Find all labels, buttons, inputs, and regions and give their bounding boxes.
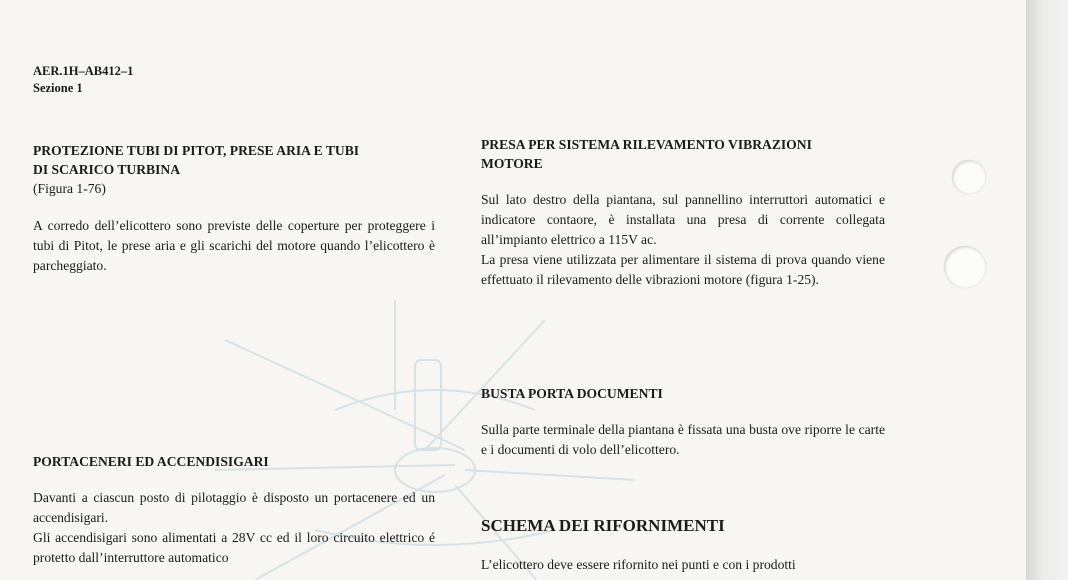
binder-hole — [952, 160, 986, 194]
section-body: A corredo dell’elicottero sono previste delle coperture per proteggere i tubi di Pitot, le prese aria e gli scarichi del motore quando l’elicottero è parcheggiato. — [33, 218, 435, 273]
section-document-pouch — [481, 384, 885, 460]
section-title: BUSTA PORTA DOCUMENTI — [481, 386, 663, 401]
document-header — [33, 63, 133, 97]
section-body: Sul lato destro della piantana, sul pannellino interruttori automatici e indicatore contaore, è installata una presa di corrente collegata all’impianto elettrico a 115V ac. — [481, 192, 885, 247]
document-code: AER.1H–AB412–1 — [33, 64, 134, 78]
section-body: Sulla parte terminale della piantana è fissata una busta ove riporre le carte e i documenti di volo dell’elicottero. — [481, 422, 885, 457]
section-title: PROTEZIONE TUBI DI PITOT, PRESE ARIA E TUBI DI SCARICO TURBINA — [33, 143, 360, 177]
page-edge — [1026, 0, 1068, 580]
section-title: PORTACENERI ED ACCENDISIGARI — [33, 454, 269, 469]
section-body: Davanti a ciascun posto di pilotaggio è disposto un portacenere ed un accendisigari. — [33, 490, 435, 525]
section-ashtrays — [33, 452, 435, 568]
section-title: SCHEMA DEI RIFORNIMENTI — [481, 516, 725, 535]
section-title: PRESA PER SISTEMA RILEVAMENTO VIBRAZIONI MOTORE — [481, 137, 812, 171]
section-refuelling-chart — [481, 515, 885, 575]
section-body: Gli accendisigari sono alimentati a 28V cc ed il loro circuito elettrico é protetto dall’interruttore automatico — [33, 530, 435, 565]
section-body: L’elicottero deve essere rifornito nei punti e con i prodotti — [481, 557, 796, 572]
section-label: Sezione 1 — [33, 81, 83, 95]
section-pitot-covers — [33, 141, 435, 276]
section-vibration-socket — [481, 135, 885, 290]
binder-hole — [944, 246, 986, 288]
section-body: La presa viene utilizzata per alimentare il sistema di prova quando viene effettuato il rilevamento delle vibrazioni motore (figura 1-25). — [481, 252, 885, 287]
figure-reference: (Figura 1-76) — [33, 181, 106, 196]
